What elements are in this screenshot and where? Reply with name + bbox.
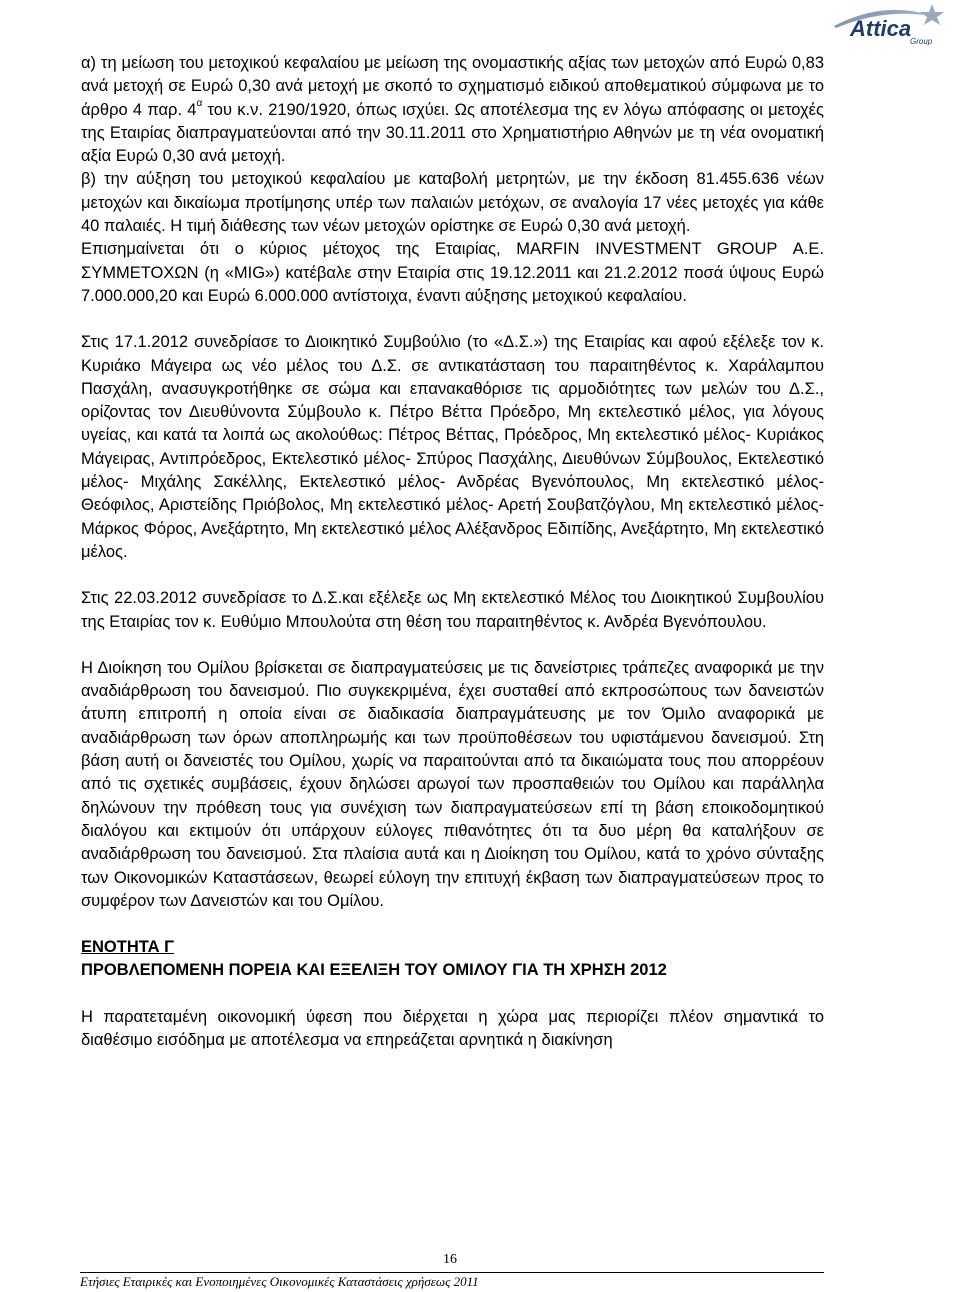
- star-swoosh-icon: [814, 2, 954, 46]
- superscript-alpha: α: [196, 98, 203, 110]
- paragraph-share-capital-reduction: α) τη μείωση του μετοχικού κεφαλαίου με μείωση της ονομαστικής αξίας των μετοχών από Ευρώ 0,83 ανά μετοχή σε Ευρώ 0,30 ανά μετοχή με σκοπό το σχηματισμό ειδικού αποθεματικού σύμφωνα με το άρθρο 4 παρ. $4^\alpha$ του κ.ν. 2190/1920, όπως ισχύει. Ως αποτέλεσμα της εν λόγω απόφασης οι μετοχές της Εταιρίας διαπραγματεύονται από την 30.11.2011 στο Χρηματιστήριο Αθηνών με τη νέα ονοματική αξία Ευρώ 0,30 ανά μετοχή.: [81, 54, 824, 166]
- document-body: [81, 52, 824, 1052]
- paragraph-board-22-03-2012: Στις 22.03.2012 συνεδρίασε το Δ.Σ.και εξέλεξε ως Μη εκτελεστικό Μέλος του Διοικητικού Συμβουλίου της Εταιρίας τον κ. Ευθύμιο Μπουλούτα στη θέση του παραιτηθέντος κ. Ανδρέα Βγενόπουλου.: [81, 589, 824, 631]
- svg-text:Group: Group: [910, 37, 933, 46]
- section-subtitle: ΠΡΟΒΛΕΠΟΜΕΝΗ ΠΟΡΕΙΑ ΚΑΙ ΕΞΕΛΙΞΗ ΤΟΥ ΟΜΙΛΟΥ ΓΙΑ ΤΗ ΧΡΗΣΗ 2012: [81, 961, 667, 980]
- paragraph-board-17-1-2012: Στις 17.1.2012 συνεδρίασε το Διοικητικό Συμβούλιο (το «Δ.Σ.») της Εταιρίας και αφού εξέλεξε τον κ. Κυριάκο Μάγειρα ως νέο μέλος του Δ.Σ. σε αντικατάσταση του παραιτηθέντος κ. Χαράλαμπου Πασχάλη, ανασυγκροτήθηκε σε σώμα και επανακαθόρισε τις αρμοδιότητες των μελών του Δ.Σ., ορίζοντας τον Διευθύνοντα Σύμβουλο κ. Πέτρο Βέττα Πρόεδρο, Μη εκτελεστικό μέλος, για λόγους υγείας, και κατά τα λοιπά ως ακολούθως: Πέτρος Βέττας, Πρόεδρος, Μη εκτελεστικό μέλος- Κυριάκος Μάγειρας, Αντιπρόεδρος, Εκτελεστικό μέλος- Σπύρος Πασχάλης, Διευθύνων Σύμβουλος, Εκτελεστικό μέλος- Μιχάλης Σακέλλης, Εκτελεστικό μέλος- Ανδρέας Βγενόπουλος, Μη εκτελεστικό μέλος- Θεόφιλος, Αριστείδης Πριόβολος, Μη εκτελεστικό μέλος- Αρετή Σουβατζόγλου, Μη εκτελεστικό μέλος- Μάρκος Φόρος, Ανεξάρτητο, Μη εκτελεστικό μέλος Αλέξανδρος Εδιπίδης, Ανεξάρτητο, Μη εκτελεστικό μέλος.: [81, 333, 824, 561]
- paragraph-mig-payment: Επισημαίνεται ότι ο κύριος μέτοχος της Εταιρίας, MARFIN INVESTMENT GROUP Α.Ε. ΣΥΜΜΕΤΟΧΩΝ (η «MIG») κατέβαλε στην Εταιρία στις 19.12.2011 και 21.2.2012 ποσά ύψους Ευρώ 7.000.000,20 και Ευρώ 6.000.000 αντίστοιχα, έναντι αύξησης μετοχικού κεφαλαίου.: [81, 240, 824, 305]
- footer-text: Ετήσιες Εταιρικές και Ενοποιημένες Οικονομικές Καταστάσεις χρήσεως 2011: [80, 1274, 479, 1289]
- section-title: ΕΝΟΤΗΤΑ Γ: [81, 938, 175, 957]
- page-number: 16: [443, 1252, 457, 1267]
- paragraph-share-capital-increase: β) την αύξηση του μετοχικού κεφαλαίου με καταβολή μετρητών, με την έκδοση 81.455.636 νέων μετοχών και δικαίωμα προτίμησης υπέρ των παλαιών μετόχων, σε αναλογία 17 νέες μετοχές για κάθε 40 παλαιές. Η τιμή διάθεσης των νέων μετοχών ορίστηκε σε Ευρώ 0,30 ανά μετοχή.: [81, 170, 824, 236]
- svg-text:Attica: Attica: [850, 16, 912, 41]
- paragraph-outlook: Η παρατεταμένη οικονομική ύφεση που διέρχεται η χώρα μας περιορίζει πλέον σημαντικά το διαθέσιμο εισόδημα με αποτέλεσμα να επηρεάζεται αρνητικά η διακίνηση: [81, 1007, 824, 1049]
- paragraph-debt-restructuring: Η Διοίκηση του Ομίλου βρίσκεται σε διαπραγματεύσεις με τις δανείστριες τράπεζες αναφορικά με την αναδιάρθρωση του δανεισμού. Πιο συγκεκριμένα, έχει συσταθεί από εκπροσώπους των δανειστών άτυπη επιτροπή η οποία είναι σε διαδικασία διαπραγμάτευσης με τον Όμιλο αναφορικά με αναδιάρθρωση των όρων αποπληρωμής και των προϋποθέσεων του υφιστάμενου δανεισμού. Στη βάση αυτή οι δανειστές του Ομίλου, χωρίς να παραιτούνται από τα δικαιώματα τους που απορρέουν από τις σχετικές συμβάσεις, έχουν δηλώσει αρωγοί των προσπαθειών του Ομίλου και παράλληλα δηλώνουν την πρόθεση τους για συνέχιση των διαπραγματεύσεων επί τη βάση εποικοδομητικού διαλόγου και εκτιμούν ότι υπάρχουν εύλογες πιθανότητες ότι τα δυο μέρη θα καταλήξουν σε αναδιάρθρωση του δανεισμού. Στα πλαίσια αυτά και η Διοίκηση του Ομίλου, κατά το χρόνο σύνταξης των Οικονομικών Καταστάσεων, θεωρεί εύλογη την επιτυχή έκβαση των διαπραγματεύσεων προς το συμφέρον των Δανειστών και του Ομίλου.: [81, 658, 824, 910]
- footer-divider: [80, 1272, 824, 1273]
- attica-group-logo: [814, 2, 954, 46]
